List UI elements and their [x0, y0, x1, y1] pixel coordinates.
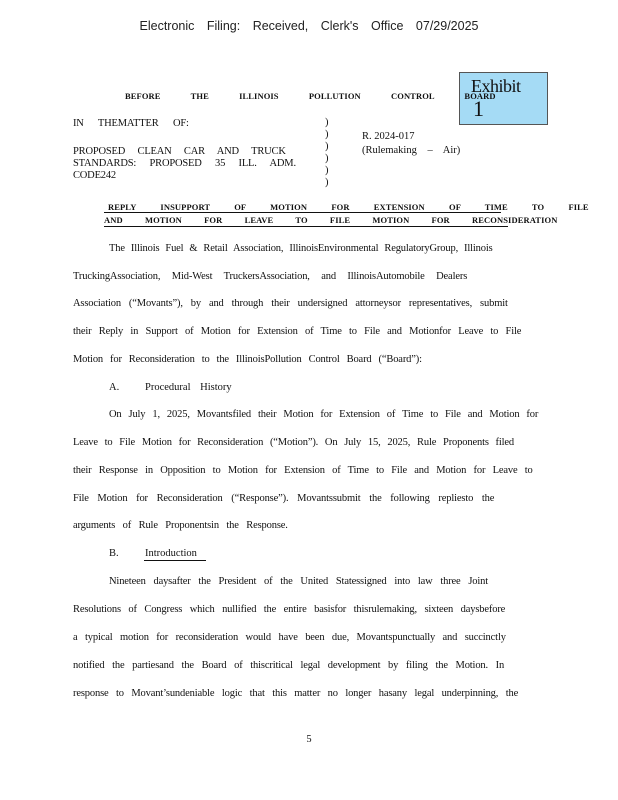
- section-a-letter: A.: [109, 382, 120, 393]
- caption-paren: ): [325, 141, 329, 152]
- page-number: 5: [306, 734, 312, 745]
- docket-number: R. 2024-017: [362, 131, 415, 142]
- introduction-line: notified the partiesand the Board of thiscritical legal development by filing the Motion. In: [73, 660, 505, 671]
- reply-title-underline: [104, 226, 508, 227]
- procedural-line: File Motion for Reconsideration (“Response”). Movantssubmit the following repliesto the: [73, 493, 495, 504]
- proposal-title-line1: PROPOSED CLEAN CAR AND TRUCK: [73, 146, 286, 157]
- caption-paren: ): [325, 177, 329, 188]
- procedural-line: their Response in Opposition to Motion for Extension of Time to File and Motion for Leave to: [73, 465, 533, 476]
- intro-line: Motion for Reconsideration to the IllinoisPollution Control Board (“Board”):: [73, 354, 422, 365]
- caption-paren: ): [325, 153, 329, 164]
- intro-line: The Illinois Fuel & Retail Association, IllinoisEnvironmental RegulatoryGroup, Illinois: [109, 243, 493, 254]
- procedural-line: On July 1, 2025, Movantsfiled their Motion for Extension of Time to File and Motion for: [109, 409, 539, 420]
- section-b-letter: B.: [109, 548, 119, 559]
- reply-title-line2: AND MOTION FOR LEAVE TO FILE MOTION FOR RECONSIDERATION: [104, 215, 558, 225]
- exhibit-label: Exhibit: [471, 76, 521, 96]
- board-heading: BEFORE THE ILLINOIS POLLUTION CONTROL BOARD: [125, 91, 496, 101]
- section-a-title: Procedural History: [145, 382, 232, 393]
- intro-line: TruckingAssociation, Mid-West TruckersAssociation, and IllinoisAutomobile Dealers: [73, 271, 468, 282]
- proposal-title-line2: STANDARDS: PROPOSED 35 ILL. ADM.: [73, 158, 296, 169]
- section-b-underline: [144, 560, 206, 561]
- reply-title-line1: REPLY INSUPPORT OF MOTION FOR EXTENSION OF TIME TO FILE: [108, 202, 589, 212]
- rulemaking-type: (Rulemaking – Air): [362, 145, 461, 156]
- caption-paren: ): [325, 165, 329, 176]
- introduction-line: Resolutions of Congress which nullified the entire basisfor thisrulemaking, sixteen daysbefore: [73, 604, 506, 615]
- section-b-title: Introduction: [145, 548, 197, 559]
- caption-paren: ): [325, 129, 329, 140]
- intro-line: their Reply in Support of Motion for Extension of Time to File and Motionfor Leave to File: [73, 326, 522, 337]
- caption-paren: ): [325, 117, 329, 128]
- proposal-title-line3: CODE242: [73, 170, 116, 181]
- procedural-line: Leave to File Motion for Reconsideration (“Motion”). On July 15, 2025, Rule Proponents filed: [73, 437, 515, 448]
- procedural-line: arguments of Rule Proponentsin the Response.: [73, 520, 288, 531]
- in-matter-label: IN THEMATTER OF:: [73, 118, 189, 129]
- introduction-line: a typical motion for reconsideration would have been due, Movantspunctually and succinctly: [73, 632, 506, 643]
- exhibit-number: 1: [473, 96, 484, 121]
- introduction-line: Nineteen daysafter the President of the United Statessigned into law three Joint: [109, 576, 489, 587]
- introduction-line: response to Movant’sundeniable logic that this matter no longer hasany legal underpinning, the: [73, 688, 519, 699]
- filing-stamp: Electronic Filing: Received, Clerk's Office 07/29/2025: [139, 19, 479, 33]
- intro-line: Association (“Movants”), by and through their undersigned attorneysor representatives, submit: [73, 298, 508, 309]
- reply-title-underline: [104, 212, 501, 213]
